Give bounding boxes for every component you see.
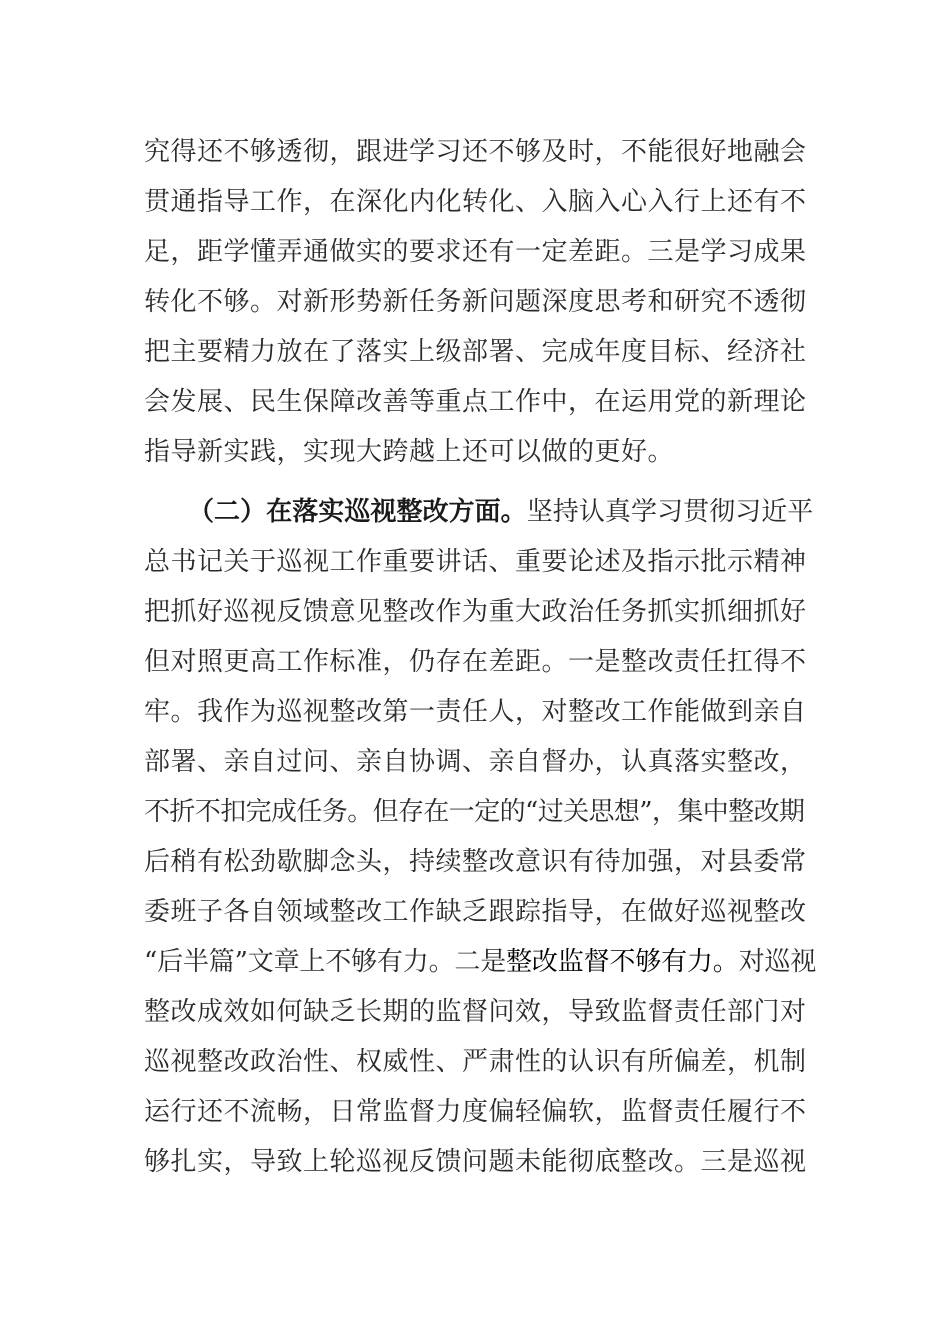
text-line: 贯通指导工作，在深化内化转化、入脑入心入行上还有不 bbox=[144, 187, 807, 217]
text-line: 运行还不流畅，日常监督力度偏轻偏软，监督责任履行不 bbox=[144, 1097, 807, 1127]
text-line: 巡视整改政治性、权威性、严肃性的认识有所偏差，机制 bbox=[144, 1047, 807, 1077]
text-line: 委班子各自领域整改工作缺乏跟踪指导，在做好巡视整改 bbox=[144, 897, 807, 927]
text-line: 总书记关于巡视工作重要讲话、重要论述及指示批示精神 bbox=[144, 547, 807, 577]
subheading-run: 整改监督不够有力。 bbox=[506, 947, 739, 977]
text-line: 部署、亲自过问、亲自协调、亲自督办，认真落实整改， bbox=[144, 747, 807, 777]
text-line bbox=[188, 487, 813, 537]
text-run: 对巡视 bbox=[738, 947, 817, 977]
text-line: 究得还不够透彻，跟进学习还不够及时，不能很好地融会 bbox=[144, 137, 807, 167]
text-line: 会发展、民生保障改善等重点工作中，在运用党的新理论 bbox=[144, 387, 807, 417]
text-line: 整改成效如何缺乏长期的监督问效，导致监督责任部门对 bbox=[144, 997, 807, 1027]
text-line: 牢。我作为巡视整改第一责任人，对整改工作能做到亲自 bbox=[144, 697, 807, 727]
text-line: 但对照更高工作标准，仍存在差距。一是整改责任扛得不 bbox=[144, 647, 807, 677]
text-line: 够扎实，导致上轮巡视反馈问题未能彻底整改。三是巡视 bbox=[144, 1147, 807, 1177]
text-line: 把抓好巡视反馈意见整改作为重大政治任务抓实抓细抓好 bbox=[144, 597, 807, 627]
text-run: 坚持认真学习贯彻习近平 bbox=[526, 497, 814, 527]
section-heading: （二）在落实巡视整改方面。 bbox=[188, 497, 527, 527]
text-line: 指导新实践，实现大跨越上还可以做的更好。 bbox=[144, 437, 675, 467]
text-line: 转化不够。对新形势新任务新问题深度思考和研究不透彻 bbox=[144, 287, 807, 317]
text-line: 把主要精力放在了落实上级部署、完成年度目标、经济社 bbox=[144, 337, 807, 367]
text-line: 足，距学懂弄通做实的要求还有一定差距。三是学习成果 bbox=[144, 237, 807, 267]
text-line bbox=[144, 937, 816, 987]
text-line: 不折不扣完成任务。但存在一定的“过关思想”，集中整改期 bbox=[144, 797, 805, 827]
text-line: 后稍有松劲歇脚念头，持续整改意识有待加强，对县委常 bbox=[144, 847, 807, 877]
text-run: “后半篇”文章上不够有力。二是 bbox=[144, 947, 507, 977]
